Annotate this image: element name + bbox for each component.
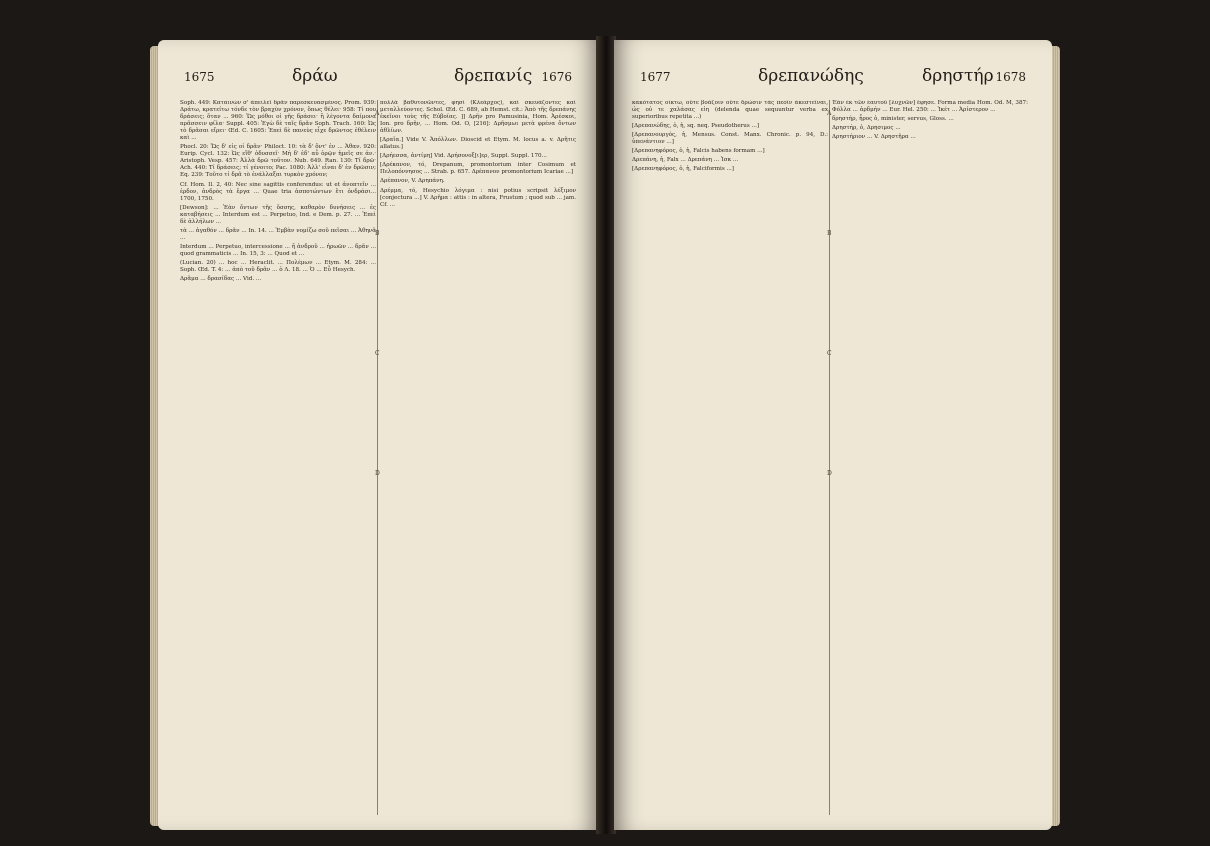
dictionary-paragraph: Δρέμμα, τό, Hesychio λόγιμα : nisi potius scripsit λέξιμον [conjectura ...] V. Δρῆμα : attis : in altera, Frustum ; quod sub ... jam. Cf. ... xyxy=(380,187,576,208)
page-number: 1678 xyxy=(995,70,1026,84)
dictionary-paragraph: Soph. 449: Καταινών σ' ἀπειλεῖ δρᾶν παρεσκευασμένος. Prom. 939: Δράτω, κρατείτω τόνδε τὸν βραχὺν χρόνον, ὅπως θέλει· 958: Τί που δράσεις; ὅταν ... 960: Ὥς μόθοι οἱ γῆς δράσει· ἢ λέγοντα δαίμονα πρᾶσσειν φίλα· Suppl. 405: Ἐγὼ δὲ ταῖς δρᾶν Soph. Trach. 160: Ὡς τὸ δρᾶσαι εἴρει· Œd. C. 1605: Ἐπεὶ δὲ πανεὺς εἶχε δρῶντος ἐθέλειν καὶ ... xyxy=(180,100,376,142)
dictionary-paragraph: Δρᾶμα ... δρασίδας ... Vid. ... xyxy=(180,276,262,283)
section-letter: D xyxy=(375,470,380,477)
dictionary-paragraph: Interdum ... Perpetuo, intercessione ... ἤ ἀνδροῦ ... ἡρωῶν ... δρᾶν ... quod grammaticis ... In. 15, 3: ... Quod et ... xyxy=(180,243,376,257)
dictionary-paragraph: πολλὰ βαθυτονῶντες, φησὶ (Κλεάρχος), καὶ σκευάζοντες καὶ μεταλλεύοντες. Schol. Œd. C. 689, ab Hemst. cit.: Ἀπὸ τῆς δρεπάνης ἐκεῖνοι τοὺς τῆς Εὐβοίας. ]] Δρῆν pro Pamusinia, Hom. Ἀρέσκοι, Ion. pro δρῆν, ... Hom. Od. O, [216]: Δρῆσμωι μετὰ φρένα ὄντων ἀθλίων. xyxy=(380,100,576,135)
section-letter: A xyxy=(375,110,380,117)
running-headword: δρεπανώδης xyxy=(758,66,864,86)
running-headword: δρηστήρ xyxy=(922,66,994,86)
page-number: 1675 xyxy=(184,70,215,84)
dictionary-paragraph: [Δρεπανηφόρος, ὁ, ἡ, Falciformis ...] xyxy=(632,166,734,173)
book-gutter xyxy=(596,36,616,834)
dictionary-paragraph: Phocl. 20: Ὥς δ' εἰς οἱ δρᾶν· Philoct. 10: τὰ δ' ὄντ' ἐν ... Ἀθαν. 920: Eurip. Cycl. 132: Ὡς εἴθ' ὀδυσσεῖ· Μὴ δ' ἐδ' αὖ ὀρῷν ἡμεῖς σε ἀν.· Aristoph. Vesp. 457: Ἀλλὰ δρῶ τοῦτον. Nub. 649. Ran. 130: Τί δρῶ· Ach. 440: Τί δράσεις; τί γένοιτο; Pac. 1080: Ἀλλ' εἶναι δ' ἐν δρῶσιν; Eq. 239: Τοῦτο τί δρᾶ τὸ ἐνάλλαξαι τυρκὸν χρόνον; xyxy=(180,144,376,179)
left-page xyxy=(158,40,598,830)
dictionary-paragraph: Cf. Hom. Il. 2, 40: Nec sine sagittis conferendus: ut et ἀνοπτεῖν ... ἐρδον, ἀνδρὸς τὰ ἔργα ... Quae tria ἀσποτώντων ἔτι ὀνδράσι... 1700, 1750. xyxy=(180,181,376,202)
dictionary-paragraph: [Δρέκανον, τό, Drepanum, promontorium inter Cosimum et Πελοπόννησος ... Strab. p. 657. Δρέπανον promontorium Icariae ...] xyxy=(380,162,576,176)
dictionary-paragraph: [Δρεπανηφόρος, ὁ, ἡ, Falcis habens formam ...] xyxy=(632,148,765,155)
dictionary-paragraph: κακότατος οἶκτω, οὔτε βοάζοιν οὔτε δρώσιν τὰς πεοῖν ἀκεστεῖναι, ὡς οὐ τε χαλάσας εἰη (delenda quae sequuntur verba ex superioribus repetita ...) xyxy=(632,100,828,121)
section-letter: A xyxy=(827,110,832,117)
dictionary-paragraph: Δρεπάνη, ἡ, Falx ... Δρεπάνη ... Ἱσκ ... xyxy=(632,157,739,164)
dictionary-paragraph: Δρηστήρ, ὁ, Δρησιμος ... xyxy=(832,125,901,132)
dictionary-paragraph: [Δραῖα.] Vide V. Ἀπόλλων. Dioscid et Etym. M. locus a. v. Δρῆτις allatus.] xyxy=(380,137,576,151)
page-number: 1676 xyxy=(541,70,572,84)
text-column xyxy=(832,100,1028,815)
right-page-header xyxy=(640,66,1026,92)
text-column xyxy=(380,100,576,815)
running-headword: δρεπανίς xyxy=(454,66,533,86)
dictionary-paragraph: Δρηστήριον ... V. Δρηστῆρα ... xyxy=(832,134,916,141)
dictionary-paragraph: Ἐάν ἐκ τῶν ἑαυτοῦ [λυχνῶν] ἔφησε. Forma media Hom. Od. M, 387: Φόλλα ... ἀρδμήν ... Eur. Hel. 250: ... Ἰκέτ ... Ἀρίστερον ... xyxy=(832,100,1028,114)
dictionary-paragraph: τὰ ... ἀγαθόν ... δρᾶν ... In. 14. ... Ἐμβὰν νομίζω σοῦ πεῖσαι ... Ἀθηνᾶ ... xyxy=(180,227,376,241)
dictionary-paragraph: (Lucian. 20) ... hoc ... Heraclit. ... Πολέμων ... Etym. M. 284: ... Soph. Œd. T. 4: ... ἀπὸ τοῦ δρᾶν ... ὁ Λ. 18. ... Ὁ ... Εὖ Hesych. xyxy=(180,259,376,274)
right-page xyxy=(614,40,1052,830)
section-letter: B xyxy=(827,230,832,237)
section-letter: D xyxy=(827,470,832,477)
dictionary-paragraph: Δρέπανον, V. Δρηπάνη. xyxy=(380,178,445,185)
page-number: 1677 xyxy=(640,70,671,84)
dictionary-paragraph: [Δρεπανουργός, ἡ, Mensus. Const. Manx. Chronic. p. 94, D.: ὑπενάντιον ...] xyxy=(632,132,828,146)
dictionary-paragraph: [Dewson]: ... Ἐὰν ὄντων τῆς ὄσσης, καθαρὸν δυνήσεις ... ἐς καταβήσεις ... Interdum est ... Perpetuo, Ind. e Dem. p. 27. ... Ἐπεὶ δὲ ἀλλήλων ... xyxy=(180,204,376,225)
left-page-header xyxy=(184,66,572,92)
text-column xyxy=(632,100,828,815)
dictionary-paragraph: δρηστήρ, ἦρος ὁ, minister, servus, Gloss. ... xyxy=(832,116,954,123)
section-letter: C xyxy=(375,350,380,357)
running-headword: δράω xyxy=(292,66,338,86)
text-column xyxy=(180,100,376,815)
section-letter: C xyxy=(827,350,832,357)
section-letter: B xyxy=(375,230,380,237)
dictionary-paragraph: [Δρεπανώδης, ὁ, ἡ, sq. neq. Pseudotherus ...] xyxy=(632,123,760,130)
dictionary-paragraph: [Δρήεσσα, ἀντίμη] Vid. Δρήσονοξ[ι]ερ, Suppl. Suppl. 170... xyxy=(380,153,547,160)
